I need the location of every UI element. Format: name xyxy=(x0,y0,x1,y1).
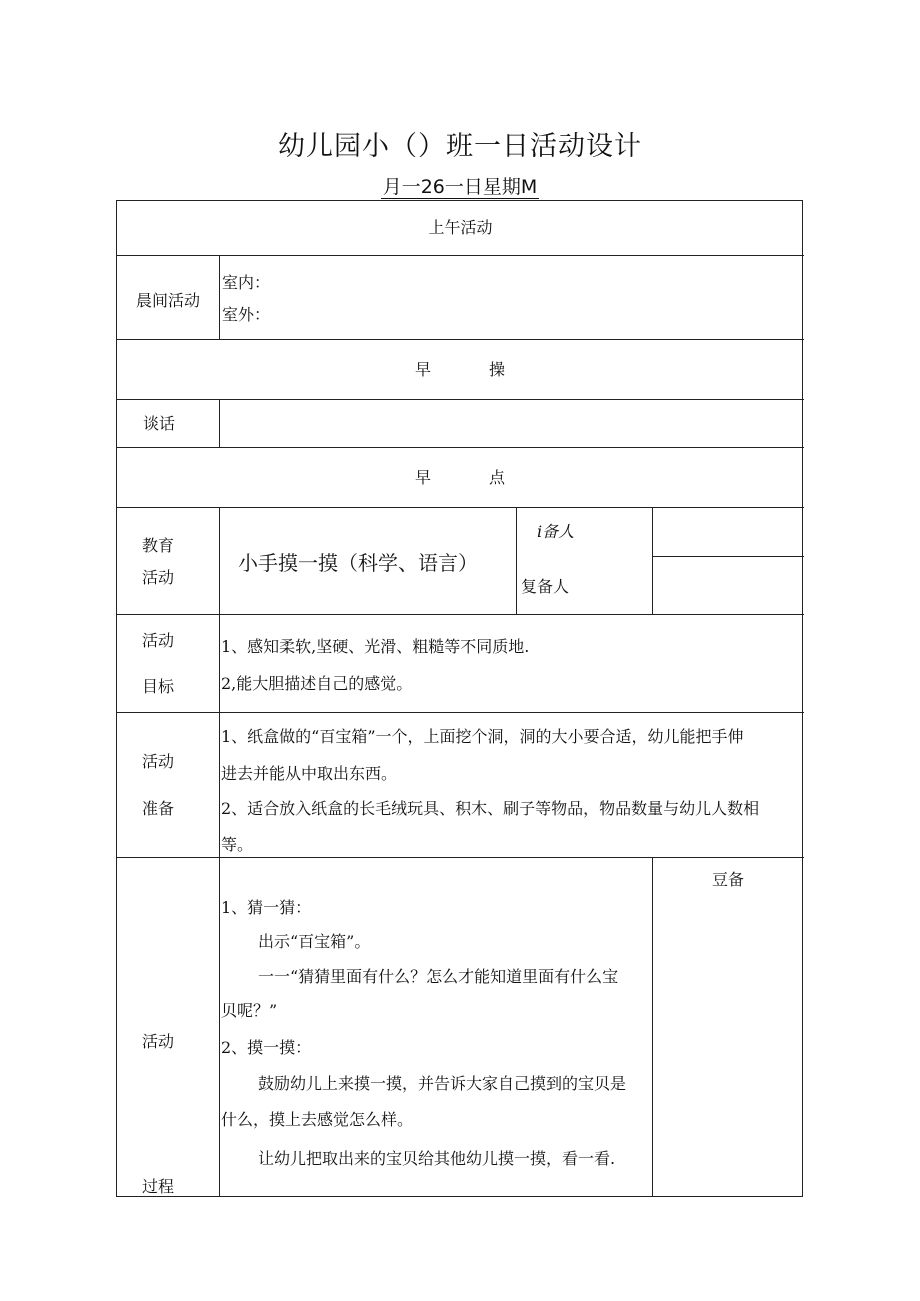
row-divider xyxy=(117,255,804,256)
goals-label-line1: 活动 xyxy=(141,631,174,650)
activity-name: 小手摸一摸（科学、语言） xyxy=(238,551,478,575)
exercise-char-1: 早 xyxy=(415,360,432,379)
process-line: 贝呢？” xyxy=(221,1001,278,1020)
process-label-line2: 过程 xyxy=(141,1177,174,1196)
talk-label: 谈话 xyxy=(142,414,175,433)
goals-label-line2: 目标 xyxy=(141,677,174,696)
preparation-line: 等。 xyxy=(221,835,254,854)
column-divider xyxy=(219,255,220,339)
row-divider xyxy=(117,507,804,508)
column-divider xyxy=(652,507,653,614)
date-line xyxy=(0,176,920,199)
row-divider xyxy=(117,712,804,713)
preparation-label-line1: 活动 xyxy=(141,752,174,771)
education-label-line2: 活动 xyxy=(141,568,174,587)
preparation-line: 进去并能从中取出东西。 xyxy=(221,764,398,783)
morning-section-header: 上午活动 xyxy=(428,218,493,237)
notes-header: 豆备 xyxy=(712,870,745,889)
outdoor-label: 室外： xyxy=(222,305,271,324)
row-divider xyxy=(117,614,804,615)
snack-char-1: 早 xyxy=(415,468,432,487)
process-line: 让幼儿把取出来的宝贝给其他幼儿摸一摸，看一看. xyxy=(258,1149,616,1168)
date-text: 月一26一日星期M xyxy=(382,176,538,198)
column-divider xyxy=(516,507,517,614)
goal-item: 2,能大胆描述自己的感觉。 xyxy=(221,674,413,693)
column-divider xyxy=(219,507,220,1197)
indoor-label: 室内： xyxy=(222,273,271,292)
process-line: 1、猜一猜： xyxy=(221,898,312,917)
row-divider xyxy=(117,399,804,400)
row-divider xyxy=(652,556,804,557)
row-divider xyxy=(117,857,804,858)
process-line: 什么，摸上去感觉怎么样。 xyxy=(221,1110,414,1129)
morning-activity-label: 晨间活动 xyxy=(135,291,200,310)
process-line: 鼓励幼儿上来摸一摸，并告诉大家自己摸到的宝贝是 xyxy=(258,1074,627,1093)
preparation-label-line2: 准备 xyxy=(141,799,174,818)
snack-char-2: 点 xyxy=(489,468,506,487)
preparation-line: 2、适合放入纸盒的长毛绒玩具、积木、刷子等物品，物品数量与幼儿人数相 xyxy=(221,799,760,818)
process-label-line1: 活动 xyxy=(141,1032,174,1051)
preparer-label: i备人 xyxy=(537,522,575,541)
row-divider xyxy=(117,447,804,448)
column-divider xyxy=(652,857,653,1197)
process-line: 出示“百宝箱”。 xyxy=(258,932,371,951)
activity-table xyxy=(116,200,803,1197)
reviewer-label: 复备人 xyxy=(521,577,570,596)
process-line: 2、摸一摸： xyxy=(221,1038,312,1057)
process-line: 一一“猜猜里面有什么？怎么才能知道里面有什么宝 xyxy=(258,967,619,986)
exercise-char-2: 操 xyxy=(489,360,506,379)
education-label-line1: 教育 xyxy=(141,536,174,555)
preparation-line: 1、纸盒做的“百宝箱”一个，上面挖个洞，洞的大小要合适，幼儿能把手伸 xyxy=(221,727,744,746)
goal-item: 1、感知柔软,坚硬、光滑、粗糙等不同质地. xyxy=(221,637,530,656)
row-divider xyxy=(117,339,804,340)
column-divider xyxy=(219,399,220,447)
page-title: 幼儿园小（）班一日活动设计 xyxy=(278,131,642,162)
